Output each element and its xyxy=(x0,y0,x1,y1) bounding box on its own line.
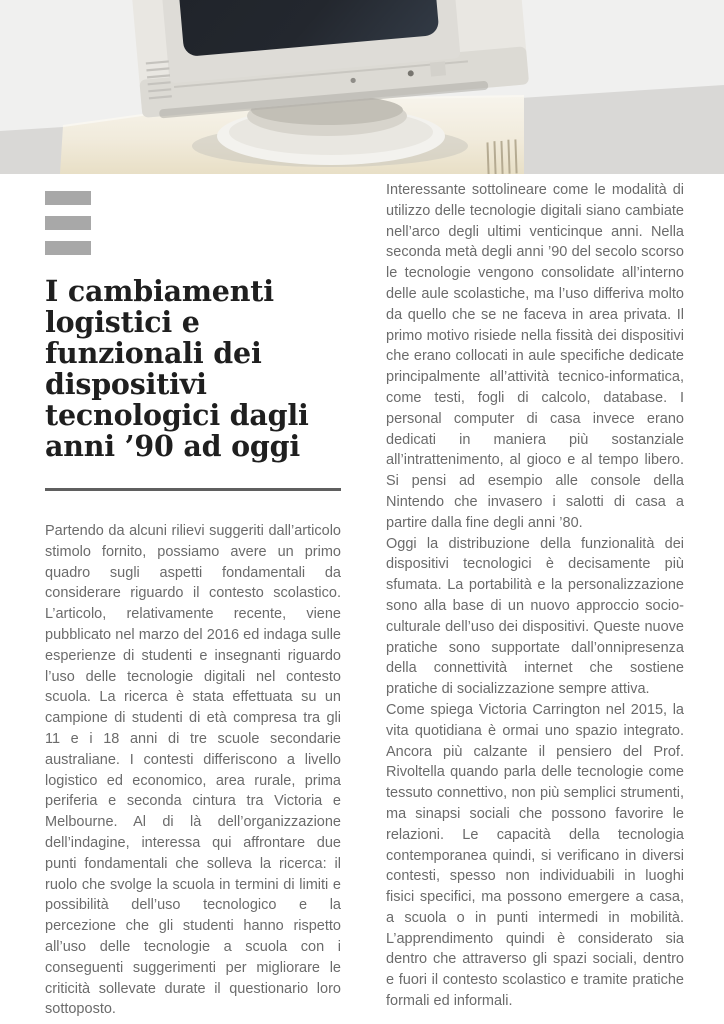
title-line: logistici e xyxy=(45,305,200,339)
title-divider xyxy=(45,488,341,491)
decorative-bar xyxy=(45,191,91,205)
crt-monitor-illustration xyxy=(0,0,724,174)
right-column-paragraph: Come spiega Victoria Carrington nel 2015, la vita quotidiana è ormai uno spazio integrato. Ancora più calzante il pensiero del Prof. Rivoltella quando parla delle tecnologie come tessuto connettivo, non più semplici strumenti, ma sinapsi sociali che possono favorire le relazioni. Le capacità della tecnologia contemporanea quindi, si verificano in diversi contesti, spesso non individuabili in luoghi fisici specifici, ma possono emergere a casa, a scuola o in punti intermedi in mobilità. L’apprendimento quindi è considerato sia dentro che attraverso gli spazi sociali, dentro e fuori il contesto scolastico e tramite pratiche formali ed informali. xyxy=(386,701,684,1010)
hero-image xyxy=(0,0,724,174)
decorative-bar xyxy=(45,216,91,230)
decorative-bars xyxy=(45,191,91,255)
title-line: anni ’90 ad oggi xyxy=(45,429,300,463)
title-line: tecnologici dagli xyxy=(45,398,309,432)
right-column-paragraph: Interessante sottolineare come le modalità di utilizzo delle tecnologie digitali siano cambiate nell’arco degli ultimi venticinque anni. Nella seconda metà degli anni ’90 del secolo scorso le tecnologie vengono consolidate all’interno delle aule scolastiche, ma l’uso differiva molto da quello che se ne faceva in area privata. Il primo motivo risiede nella fissità dei dispositivi che erano collocati in aule specifiche dedicate principalmente all’attività tecnico-informatica, come testi, fogli di calcolo, database. I personal computer di casa invece erano dedicati in maniera più sostanziale all’intrattenimento, al gioco e al tempo libero. Si pensi ad esempio alle console della Nintendo che invasero i salotti di casa a partire dalla fine degli anni ’80. xyxy=(386,182,684,531)
right-column-paragraph: Oggi la distribuzione della funzionalità dei dispositivi tecnologici è decisamente più sfumata. La portabilità e la personalizzazione sono alla base di un nuovo approccio socio-culturale dell’uso dei dispositivi. Queste nuove pratiche sono supportate dall’onnipresenza della connettività internet che sostiene pratiche di socializzazione sempre attiva. xyxy=(386,535,684,698)
right-column xyxy=(386,180,684,1012)
title-line: I cambiamenti xyxy=(45,274,274,308)
title-line: dispositivi xyxy=(45,367,207,401)
decorative-bar xyxy=(45,241,91,255)
title-line: funzionali dei xyxy=(45,336,262,370)
article-title xyxy=(45,276,350,462)
left-column-paragraph: Partendo da alcuni rilievi suggeriti dall’articolo stimolo fornito, possiamo avere un primo quadro sugli aspetti fondamentali da considerare riguardo il contesto scolastico. L’articolo, relativamente recente, viene pubblicato nel marzo del 2016 ed indaga sulle esperienze di studenti e insegnanti riguardo l’uso delle tecnologie digitali nel contesto scuola. La ricerca è stata effettuata su un campione di studenti di età compresa tra gli 11 e i 18 anni di tre scuole secondarie australiane. I contesti differiscono a livello logistico ed economico, area rurale, prima periferia e seconda cintura tra Victoria e Melbourne. Al di là dell’organizzazione dell’indagine, interessa qui affrontare due punti fondamentali che solleva la ricerca: il ruolo che svolge la scuola in termini di limiti e possibilità dell’uso tecnologico e la percezione che gli studenti hanno rispetto all’uso delle tecnologie a scuola con i conseguenti suggerimenti per migliorare le criticità sollevate durate il questionario loro sottoposto. xyxy=(45,523,341,1018)
